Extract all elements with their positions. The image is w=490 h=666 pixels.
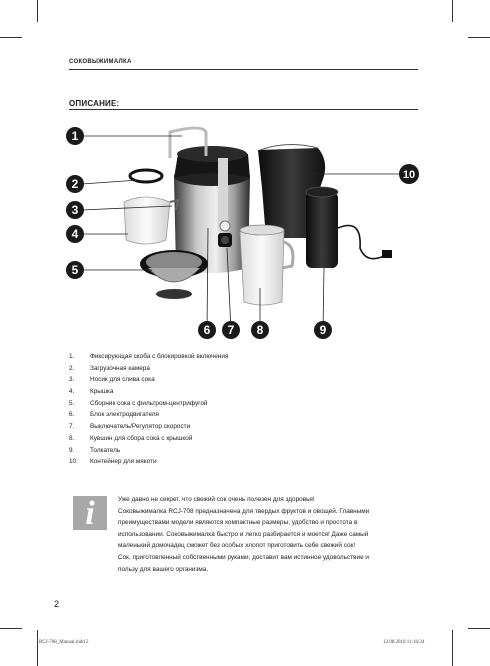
print-slug-date: 12.08.2010 11:16:34 (383, 640, 425, 645)
callout-1 (66, 127, 84, 145)
crop-mark (37, 0, 38, 22)
part-label: Крышка (90, 388, 114, 396)
crop-mark (468, 628, 490, 629)
part-label: Кувшин для сбора сока с крышкой (90, 434, 193, 442)
filter-basket (140, 250, 208, 299)
crop-mark (452, 630, 453, 666)
note-line: использовании. Соковыжималка быстро и легко разбирается и моется! Даже самый (118, 530, 369, 538)
callout-6 (198, 321, 216, 339)
part-label: Блок электродвигателя (90, 411, 159, 419)
parts-list-item (69, 445, 228, 457)
svg-text:2: 2 (71, 177, 79, 191)
part-number: 3. (69, 376, 75, 384)
page-number: 2 (54, 599, 60, 609)
note-line: Соковыжималка RCJ-708 предназначена для твердых фруктов и овощей. Главными (118, 507, 370, 515)
note-line: преимуществами модели являются компактные размеры, удобство и простота в (118, 519, 358, 527)
part-number: 5. (69, 399, 75, 407)
part-label: Носик для слива сока (90, 376, 155, 384)
parts-list-item (69, 363, 228, 375)
part-number: 1. (69, 353, 75, 360)
svg-text:10: 10 (402, 169, 416, 181)
section-rule (69, 109, 418, 110)
note-line: Сок, приготовленный собственными руками, доставит вам истинное удовольствие и (118, 553, 369, 561)
crop-mark (468, 37, 490, 38)
crop-mark (0, 628, 22, 629)
parts-list-item (69, 351, 228, 363)
part-label: Сборник сока с фильтром-центрифугой (90, 399, 208, 407)
crop-mark (37, 630, 38, 666)
part-label: Фиксирующая скоба с блокировкой включения (90, 353, 229, 360)
svg-text:6: 6 (203, 323, 211, 337)
part-number: 10. (69, 458, 78, 466)
part-number: 2. (69, 364, 75, 372)
part-label: Контейнер для мякоти (90, 458, 157, 466)
svg-text:9: 9 (319, 323, 327, 337)
part-label: Загрузочная камера (90, 364, 150, 372)
callout-3 (66, 201, 84, 219)
callout-10 (399, 164, 419, 184)
parts-list-item (69, 386, 228, 398)
part-number: 7. (69, 423, 75, 431)
section-title: ОПИСАНИЕ: (69, 99, 120, 108)
callout-2 (66, 175, 84, 193)
callout-5 (66, 261, 84, 279)
crop-mark (452, 0, 453, 22)
part-label: Толкатель (90, 446, 121, 454)
part-label: Выключатель/Регулятор скорости (90, 423, 191, 431)
note-line: маленький домочадец сможет без особых хлопот приготовить себе свежий сок! (118, 542, 356, 550)
callout-7 (222, 321, 240, 339)
parts-list-item (69, 456, 228, 468)
svg-text:7: 7 (227, 323, 235, 337)
header-rule (69, 69, 418, 70)
intro-note (118, 494, 418, 575)
part-number: 8. (69, 434, 75, 442)
svg-text:4: 4 (71, 227, 79, 241)
svg-text:3: 3 (71, 203, 79, 217)
parts-list (69, 351, 228, 468)
parts-list-item (69, 433, 228, 445)
parts-list-item (69, 374, 228, 386)
parts-list-item (69, 421, 228, 433)
svg-text:1: 1 (71, 129, 79, 143)
part-number: 4. (69, 388, 75, 396)
svg-text:5: 5 (71, 263, 79, 277)
note-line: Уже давно не секрет, что свежий сок очень полезен для здоровья! (118, 496, 315, 503)
print-slug-file: RCJ-708_Manual.indd 2 (39, 640, 89, 645)
note-line: пользу для вашего организма. (118, 565, 209, 573)
pusher (306, 187, 392, 268)
info-glyph: i (85, 495, 95, 532)
juice-collector (124, 197, 178, 244)
svg-text:8: 8 (256, 323, 264, 337)
callout-8 (251, 321, 269, 339)
crop-mark (0, 37, 22, 38)
part-number: 9. (69, 446, 75, 454)
parts-list-item (69, 409, 228, 421)
juicer-illustration (62, 118, 428, 348)
parts-list-item (69, 398, 228, 410)
part-number: 6. (69, 411, 75, 419)
page-header-title: СОКОВЫЖИМАЛКА (69, 59, 132, 65)
callout-9 (314, 321, 332, 339)
info-icon (73, 496, 107, 530)
callout-4 (66, 225, 84, 243)
